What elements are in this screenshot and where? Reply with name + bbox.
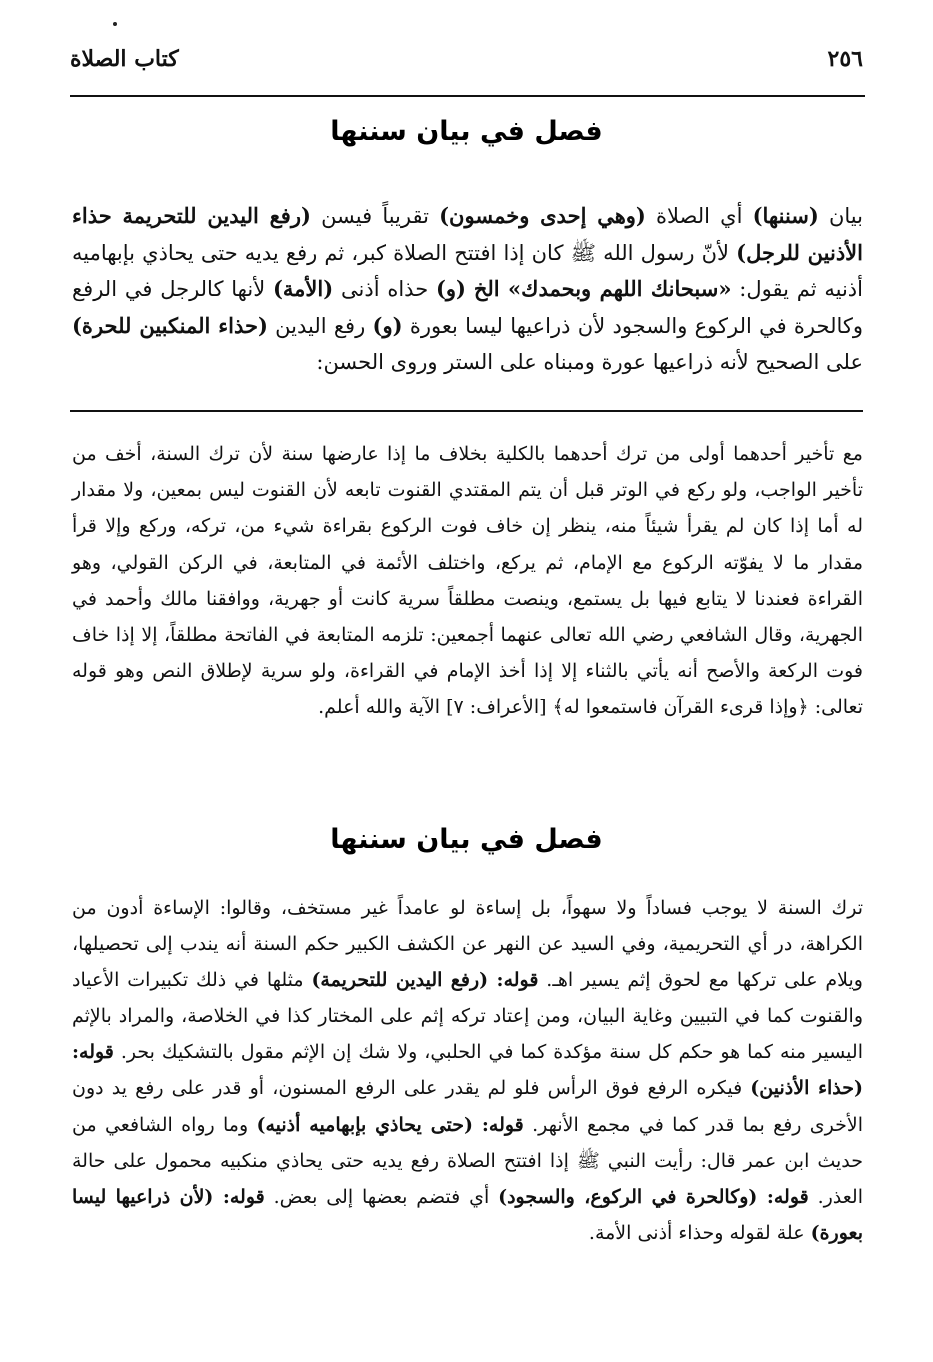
matn-text [72, 198, 863, 381]
text-segment: لأنّ رسول الله ﷺ كان إذا افتتح الصلاة كبر، ثم رفع يديه حتى يحاذي بإبهاميه أذنيه ثم يقول: [72, 240, 863, 301]
matn-paragraph [72, 198, 863, 381]
bold-text-segment: «سبحانك اللهم وبحمدك» الخ [473, 276, 732, 301]
matn-commentary-divider [70, 410, 863, 412]
commentary-paragraph [72, 890, 863, 1251]
text-segment [466, 277, 474, 301]
text-segment: أي الصلاة [645, 204, 753, 228]
bold-text-segment: قوله: (رفع اليدين للتحريمة) [311, 969, 539, 992]
bold-text-segment: قوله: (حتى يحاذي بإبهاميه أذنيه) [256, 1113, 524, 1136]
header-rule [70, 95, 865, 97]
text-segment: أي فتضم بعضها إلى بعض. [264, 1185, 499, 1208]
text-segment: رفع اليدين [267, 313, 373, 338]
text-segment: حذاه أذنى [333, 277, 436, 301]
bold-text-segment: (و) [435, 276, 466, 301]
text-segment: ترك السنة لا يوجب فساداً ولا سهواً، بل إساءة لو عامداً غير مستخف، وقالوا: الإساءة أدون من الكراهة، در أي التحريمية، وفي السيد عن النهر عن الكشف الكبير حكم السنة أنه يندب إلى تحصيلها، ويلام على تركها مع لحوق إثم يسير اهـ. [72, 897, 863, 992]
text-segment: بيان [818, 204, 863, 228]
text-segment: تقريباً فيسن [310, 204, 440, 228]
bold-text-segment: (و) [372, 312, 403, 338]
bold-text-segment: قوله: (وكالحرة في الركوع، والسجود) [498, 1185, 809, 1208]
bold-text-segment: (حذاء المنكبين للحرة) [72, 312, 268, 338]
commentary-text-1 [72, 436, 863, 726]
text-segment: علة لقوله وحذاء أذنى الأمة. [588, 1221, 811, 1244]
bold-text-segment: قوله: (حذاء الأذنين) [72, 1041, 863, 1100]
text-segment: فيكره الرفع فوق الرأس فلو لم يقدر على الرفع المسنون، أو قدر على رفع يد دون الأخرى رفع بما قدر كما في مجمع الأنهر. [72, 1077, 863, 1136]
text-segment: على الصحيح لأنه ذراعيها عورة ومبناه على الستر وروى الحسن: [316, 350, 863, 374]
bold-text-segment: قوله: (لأن ذراعيها ليسا بعورة) [72, 1185, 863, 1244]
page-header [70, 42, 863, 82]
commentary-paragraph [72, 436, 863, 726]
text-segment: وما رواه الشافعي من حديث ابن عمر قال: رأيت النبي ﷺ إذا افتتح الصلاة رفع يديه حتى يحاذي منكبيه محمول على حالة العذر. [72, 1113, 863, 1208]
bold-text-segment: (سننها) [752, 203, 819, 228]
scan-speck [113, 22, 117, 26]
section-heading-2: فصل في بيان سننها [330, 824, 603, 855]
text-segment: لأنها كالرجل في الرفع وكالحرة في الركوع والسجود لأن ذراعيها ليسا بعورة [72, 277, 864, 338]
running-title: كتاب الصلاة [70, 46, 179, 72]
commentary-text-2 [72, 890, 863, 1251]
text-segment: مع تأخير أحدهما أولى من ترك أحدهما بالكلية بخلاف ما إذا عارضها سنة لأن ترك السنة، أخف من تأخير الواجب، ولو ركع في الوتر قبل أن يتم المقتدي القنوت تابعه لأن القنوت ليس بمعين، ولا مقدار له أما إذا كان لم يقرأ شيئاً منه، ينظر إن خاف فوت الركوع بقراءة شيء من، تركه، وركع وإلا قرأ مقدار ما لا يفوّته الركوع مع الإمام، ثم يركع، واختلف الأئمة في المتابعة، في الركن القولي، وهو القراءة فعندنا لا يتابع فيها بل يستمع، وينصت مطلقاً سرية كانت أو جهرية، ووافقنا مالك وأحمد في الجهرية، وقال الشافعي رضي الله تعالى عنهما أجمعين: تلزمه المتابعة في الفاتحة مطلقاً، إلا إذا خاف فوت الركعة والأصح أنه يأتي بالثناء إلا إذا أخذ الإمام في القراءة، ولو سرية لإطلاق النص وهو قوله تعالى: ﴿وإذا قرىء القرآن فاستمعوا له﴾ [الأعراف: ٧] الآية والله أعلم. [72, 443, 863, 719]
text-segment: مثلها في ذلك تكبيرات الأعياد والقنوت كما في التبيين وغاية البيان، ومن إعتاد تركه إثم على المختار كذا في الخلاصة، والمراد بالإثم اليسير منه كما هو حكم كل سنة مؤكدة كما في الحلبي، ولا شك إن الإثم مقول بالتشكيك بحر. [72, 969, 863, 1064]
bold-text-segment: (وهي إحدى وخمسون) [439, 203, 646, 228]
page-number: ٢٥٦ [827, 46, 863, 72]
bold-text-segment: (الأمة) [272, 276, 334, 301]
bold-text-segment: (رفع اليدين للتحريمة حذاء الأذنين للرجل) [72, 203, 863, 265]
section-heading-1: فصل في بيان سننها [330, 116, 603, 147]
